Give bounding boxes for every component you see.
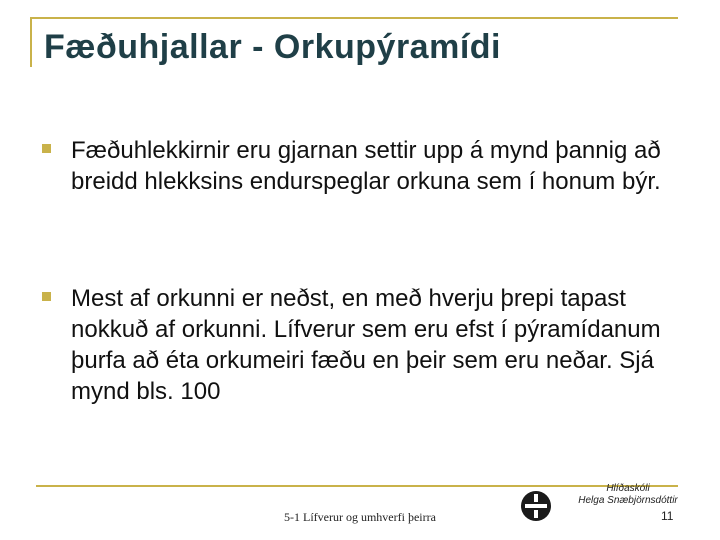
school-name: Hlíðaskóli bbox=[606, 483, 650, 494]
title-frame-left-line bbox=[30, 17, 32, 67]
slide-title: Fæðuhjallar - Orkupýramídi bbox=[44, 28, 501, 66]
author-name: Helga Snæbjörnsdóttir bbox=[578, 495, 678, 506]
square-bullet-icon bbox=[42, 292, 51, 301]
school-credit bbox=[570, 483, 686, 507]
square-bullet-icon bbox=[42, 144, 51, 153]
page-number: 11 bbox=[661, 509, 674, 523]
bullet-text: Mest af orkunni er neðst, en með hverju þrepi tapast nokkuð af orkunni. Lífverur sem eru efst í pýramídanum þurfa að éta orkumeiri fæðu en þeir sem eru neðar. Sjá mynd bls. 100 bbox=[71, 285, 661, 405]
school-logo-icon bbox=[520, 490, 552, 522]
chapter-label: 5-1 Lífverur og umhverfi þeirra bbox=[284, 510, 436, 524]
bullet-text: Fæðuhlekkirnir eru gjarnan settir upp á mynd þannig að breidd hlekksins endurspeglar orkuna sem í honum býr. bbox=[71, 137, 661, 195]
title-frame-top-line bbox=[30, 17, 678, 19]
